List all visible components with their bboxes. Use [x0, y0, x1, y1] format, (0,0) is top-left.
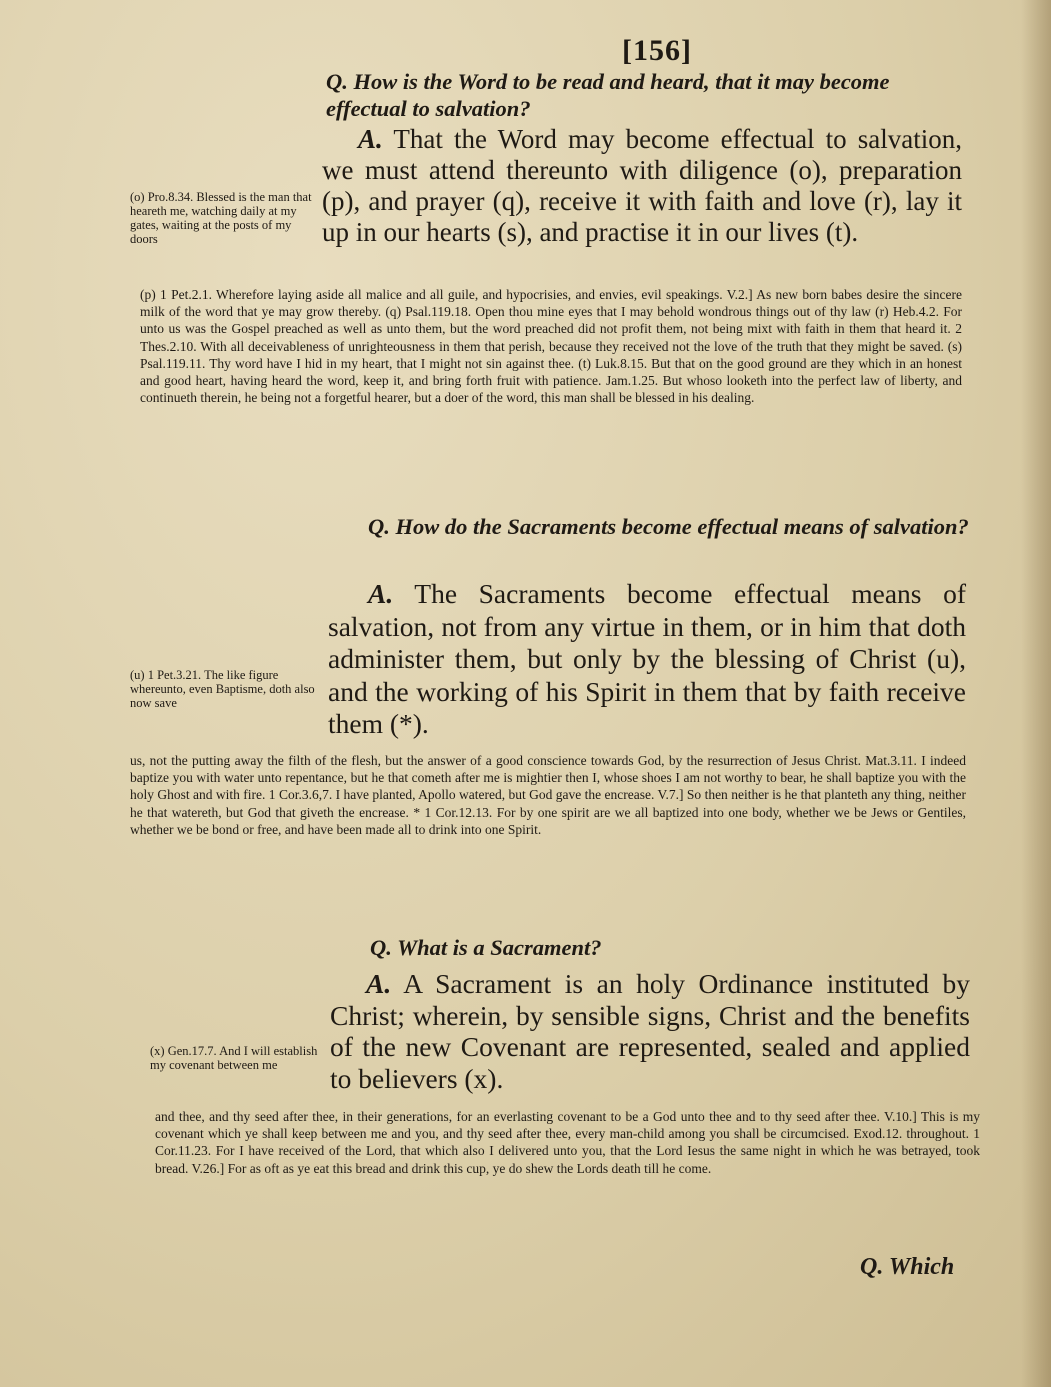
question-2: Q. How do the Sacraments become effectual means of salvation? [368, 514, 969, 539]
answer-1-label: A. [358, 124, 383, 154]
margin-note-1: (o) Pro.8.34. Blessed is the man that heareth me, watching daily at my gates, waiting at the posts of my doors [130, 190, 312, 246]
question-3: Q. What is a Sacrament? [370, 935, 602, 960]
answer-2 [328, 578, 966, 741]
margin-note-3: (x) Gen.17.7. And I will establish my covenant between me [150, 1044, 318, 1072]
footnotes-3: and thee, and thy seed after thee, in their generations, for an everlasting covenant to be a God unto thee and to thy seed after thee. V.10.] This is my covenant which ye shall keep between me and you, and thy seed after thee, every man-child among you shall be circumcised. Exod.12. throughout. 1 Cor.11.23. For I have received of the Lord, that which also I delivered unto you, that the Lord Iesus the same night in which he was betrayed, took bread. V.26.] For as oft as ye eat this bread and drink this cup, ye do shew the Lords death till he come. [155, 1109, 980, 1176]
answer-1-text: That the Word may become effectual to salvation, we must attend thereunto with diligence (o), preparation (p), and prayer (q), receive it with faith and love (r), lay it up in our hearts (s), and practise it in our lives (t). [322, 124, 962, 247]
page-number: [156] [622, 34, 692, 67]
answer-3-label: A. [366, 968, 392, 999]
margin-note-2: (u) 1 Pet.3.21. The like figure whereunto, even Baptisme, doth also now save [130, 668, 315, 710]
answer-2-text: The Sacraments become effectual means of salvation, not from any virtue in them, or in him that doth administer them, but only by the blessing of Christ (u), and the working of his Spirit in them that by faith receive them (*). [328, 578, 966, 739]
answer-3-text: A Sacrament is an holy Ordinance instituted by Christ; wherein, by sensible signs, Christ and the benefits of the new Covenant are represented, sealed and applied to believers (x). [330, 968, 970, 1094]
question-1: Q. How is the Word to be read and heard, that it may become effectual to salvation? [326, 69, 890, 121]
answer-2-label: A. [368, 578, 394, 609]
answer-3 [330, 968, 970, 1094]
bleed-through-left [135, 80, 315, 180]
footnotes-2: us, not the putting away the filth of the flesh, but the answer of a good conscience towards God, by the resurrection of Jesus Christ. Mat.3.11. I indeed baptize you with water unto repentance, but he that cometh after me is mightier then I, whose shoes I am not worthy to bear, he shall baptize you with the holy Ghost and with fire. 1 Cor.3.6,7. I have planted, Apollo watered, but God gave the encrease. V.7.] So then neither is he that planteth any thing, neither he that watereth, but God that giveth the encrease. * 1 Cor.12.13. For by one spirit are we all baptized into one body, whether we be Jews or Gentiles, whether we be bond or free, and have been made all to drink into one Spirit. [130, 753, 966, 837]
page-edge-shadow [1021, 0, 1051, 1387]
footnotes-1: (p) 1 Pet.2.1. Wherefore laying aside all malice and all guile, and hypocrisies, and envies, evil speakings. V.2.] As new born babes desire the sincere milk of the word that ye may grow thereby. (q) Psal.119.18. Open thou mine eyes that I may behold wondrous things out of thy law (r) Heb.4.2. For unto us was the Gospel preached as well as unto them, but the word preached did not profit them, not being mixt with faith in them that heard it. 2 Thes.2.10. With all deceivableness of unrighteousness in them that perish, because they received not the love of the truth that they might be saved. (s) Psal.119.11. Thy word have I hid in my heart, that I might not sin against thee. (t) Luk.8.15. But that on the good ground are they which in an honest and good heart, having heard the word, keep it, and bring forth fruit with patience. Jam.1.25. But whoso looketh into the perfect law of liberty, and continueth therein, he being not a forgetful hearer, but a doer of the word, this man shall be blessed in his dealing. [140, 287, 962, 406]
answer-1 [322, 124, 962, 248]
catchword: Q. Which [860, 1254, 955, 1280]
